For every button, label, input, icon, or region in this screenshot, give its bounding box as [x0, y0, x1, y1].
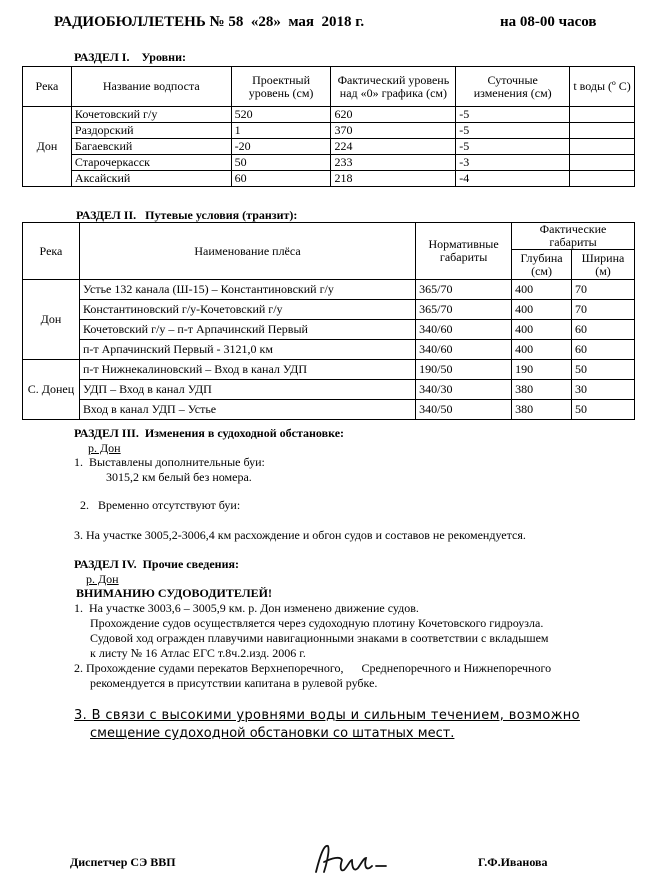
levels-header-row	[23, 67, 635, 107]
section4-title: РАЗДЕЛ IV. Прочие сведения:	[74, 557, 239, 571]
col-river: Река	[23, 223, 80, 280]
dispatcher-signature	[310, 836, 390, 886]
daily-change: -3	[456, 155, 570, 171]
table-row	[23, 400, 635, 420]
section4-item3-line2: смещение судоходной обстановки со штатных мест.	[90, 726, 455, 741]
water-temp	[570, 107, 635, 123]
daily-change: -4	[456, 171, 570, 187]
section4-item1: 1. На участке 3003,6 – 3005,9 км. р. Дон изменено движение судов.	[74, 601, 419, 615]
section3-item2: 2. Временно отсутствуют буи:	[80, 498, 241, 512]
daily-change: -5	[456, 107, 570, 123]
section4-item2-line2: рекомендуется в присутствии капитана в рулевой рубке.	[90, 676, 378, 690]
transit-header-row	[23, 223, 635, 250]
section4-river: р. Дон	[86, 572, 119, 586]
table-row	[23, 320, 635, 340]
section4-item1-line3: Судовой ход огражден плавучими навигационными знаками в соответствии с вкладышем	[90, 631, 549, 645]
table-row	[23, 107, 635, 123]
daily-change: -5	[456, 139, 570, 155]
col-station: Название водпоста	[71, 67, 231, 107]
col-reach: Наименование плёса	[79, 223, 415, 280]
col-water-temp: t воды (º С)	[570, 67, 635, 107]
bulletin-title: РАДИОБЮЛЛЕТЕНЬ № 58 «28» мая 2018 г.	[54, 14, 365, 30]
design-level: 520	[231, 107, 331, 123]
norm-dims: 340/50	[416, 400, 512, 420]
reach-name: Устье 132 канала (Ш-15) – Константиновский г/у	[79, 280, 415, 300]
table-row	[23, 280, 635, 300]
depth: 400	[512, 340, 572, 360]
water-temp	[570, 123, 635, 139]
depth: 380	[512, 380, 572, 400]
station-name: Багаевский	[71, 139, 231, 155]
river-cell: С. Донец	[23, 360, 80, 420]
col-actual-level: Фактический уровень над «0» графика (см)	[331, 67, 456, 107]
norm-dims: 340/30	[416, 380, 512, 400]
water-temp	[570, 155, 635, 171]
water-temp	[570, 171, 635, 187]
reach-name: Вход в канал УДП – Устье	[79, 400, 415, 420]
design-level: 1	[231, 123, 331, 139]
norm-dims: 365/70	[416, 300, 512, 320]
width: 60	[572, 320, 635, 340]
col-actual-dims: Фактические габариты	[512, 223, 635, 250]
design-level: 50	[231, 155, 331, 171]
actual-level: 218	[331, 171, 456, 187]
reach-name: Константиновский г/у-Кочетовский г/у	[79, 300, 415, 320]
station-name: Раздорский	[71, 123, 231, 139]
levels-table	[22, 66, 635, 187]
reach-name: п-т Нижнекалиновский – Вход в канал УДП	[79, 360, 415, 380]
section3-item1: 1. Выставлены дополнительные буи:	[74, 455, 265, 469]
section1-title: РАЗДЕЛ I. Уровни:	[74, 50, 186, 64]
section3-item1-detail: 3015,2 км белый без номера.	[106, 470, 252, 484]
col-depth: Глубина (см)	[512, 250, 572, 280]
table-row	[23, 340, 635, 360]
depth: 380	[512, 400, 572, 420]
width: 30	[572, 380, 635, 400]
station-name: Аксайский	[71, 171, 231, 187]
water-temp	[570, 139, 635, 155]
section3-river: р. Дон	[88, 441, 121, 455]
table-row	[23, 380, 635, 400]
width: 60	[572, 340, 635, 360]
depth: 400	[512, 280, 572, 300]
design-level: 60	[231, 171, 331, 187]
col-width: Ширина (м)	[572, 250, 635, 280]
reach-name: УДП – Вход в канал УДП	[79, 380, 415, 400]
table-row	[23, 360, 635, 380]
norm-dims: 340/60	[416, 320, 512, 340]
table-row	[23, 155, 635, 171]
section4-item2: 2. Прохождение судами перекатов Верхнепоречного, Среднепоречного и Нижнепоречного	[74, 661, 552, 675]
table-row	[23, 171, 635, 187]
section4-item1-line2: Прохождение судов осуществляется через судоходную плотину Кочетовского гидроузла.	[90, 616, 544, 630]
dispatcher-name: Г.Ф.Иванова	[478, 855, 548, 869]
width: 50	[572, 360, 635, 380]
col-design-level: Проектный уровень (см)	[231, 67, 331, 107]
reach-name: п-т Арпачинский Первый - 3121,0 км	[79, 340, 415, 360]
river-cell: Дон	[23, 107, 72, 187]
daily-change: -5	[456, 123, 570, 139]
depth: 400	[512, 300, 572, 320]
section4-item3-line1: 3. В связи с высокими уровнями воды и сильным течением, возможно	[74, 708, 580, 723]
section3-title: РАЗДЕЛ III. Изменения в судоходной обстановке:	[74, 426, 345, 440]
reach-name: Кочетовский г/у – п-т Арпачинский Первый	[79, 320, 415, 340]
river-cell: Дон	[23, 280, 80, 360]
dispatcher-role: Диспетчер СЭ ВВП	[70, 855, 176, 869]
actual-level: 620	[331, 107, 456, 123]
depth: 400	[512, 320, 572, 340]
section4-item1-line4: к листу № 16 Атлас ЕГС т.8ч.2.изд. 2006 г.	[90, 646, 306, 660]
attention-heading: ВНИМАНИЮ СУДОВОДИТЕЛЕЙ!	[76, 586, 272, 600]
actual-level: 224	[331, 139, 456, 155]
actual-level: 233	[331, 155, 456, 171]
width: 50	[572, 400, 635, 420]
bulletin-time: на 08-00 часов	[500, 14, 597, 30]
norm-dims: 190/50	[416, 360, 512, 380]
width: 70	[572, 300, 635, 320]
table-row	[23, 300, 635, 320]
col-norm-dims: Нормативные габариты	[416, 223, 512, 280]
transit-table	[22, 222, 635, 420]
col-river: Река	[23, 67, 72, 107]
section3-item3: 3. На участке 3005,2-3006,4 км расхождение и обгон судов и составов не рекомендуется.	[74, 528, 526, 542]
norm-dims: 340/60	[416, 340, 512, 360]
table-row	[23, 139, 635, 155]
norm-dims: 365/70	[416, 280, 512, 300]
design-level: -20	[231, 139, 331, 155]
actual-level: 370	[331, 123, 456, 139]
width: 70	[572, 280, 635, 300]
col-daily-change: Суточные изменения (см)	[456, 67, 570, 107]
station-name: Старочеркасск	[71, 155, 231, 171]
station-name: Кочетовский г/у	[71, 107, 231, 123]
depth: 190	[512, 360, 572, 380]
table-row	[23, 123, 635, 139]
section2-title: РАЗДЕЛ II. Путевые условия (транзит):	[76, 208, 298, 222]
